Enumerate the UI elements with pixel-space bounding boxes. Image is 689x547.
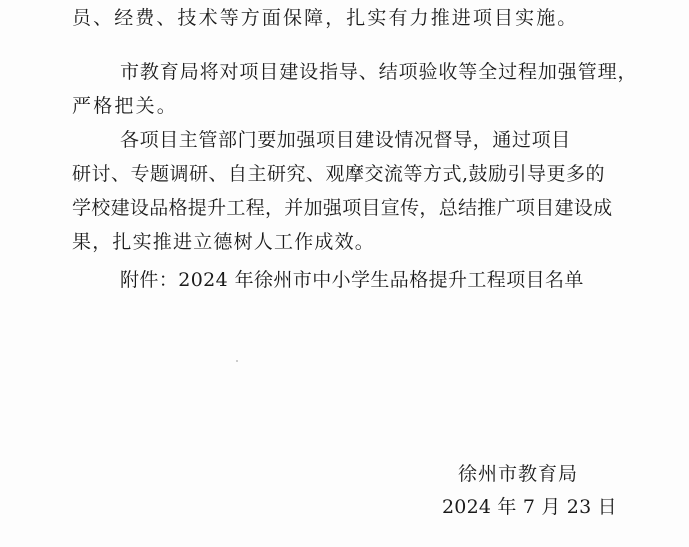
- body-paragraph-line-7: 果，扎实推进立德树人工作成效。: [72, 231, 376, 253]
- signature-organization: 徐州市教育局: [458, 463, 579, 485]
- body-paragraph-line-6: 学校建设品格提升工程，并加强项目宣传，总结推广项目建设成: [72, 197, 613, 219]
- attachment-line: 附件：2024 年徐州市中小学生品格提升工程项目名单: [120, 269, 584, 291]
- body-paragraph-line-5: 研讨、专题调研、自主研究、观摩交流等方式,鼓励引导更多的: [72, 163, 606, 185]
- body-paragraph-line-2: 市教育局将对项目建设指导、结项验收等全过程加强管理，: [120, 61, 638, 83]
- body-paragraph-line-3: 严格把关。: [72, 95, 179, 117]
- signature-date: 2024 年 7 月 23 日: [442, 496, 617, 518]
- body-paragraph-line-4: 各项目主管部门要加强项目建设情况督导，通过项目: [120, 129, 571, 151]
- scan-speck: [236, 360, 238, 362]
- body-paragraph-line-1: 员、经费、技术等方面保障，扎实有力推进项目实施。: [72, 7, 579, 29]
